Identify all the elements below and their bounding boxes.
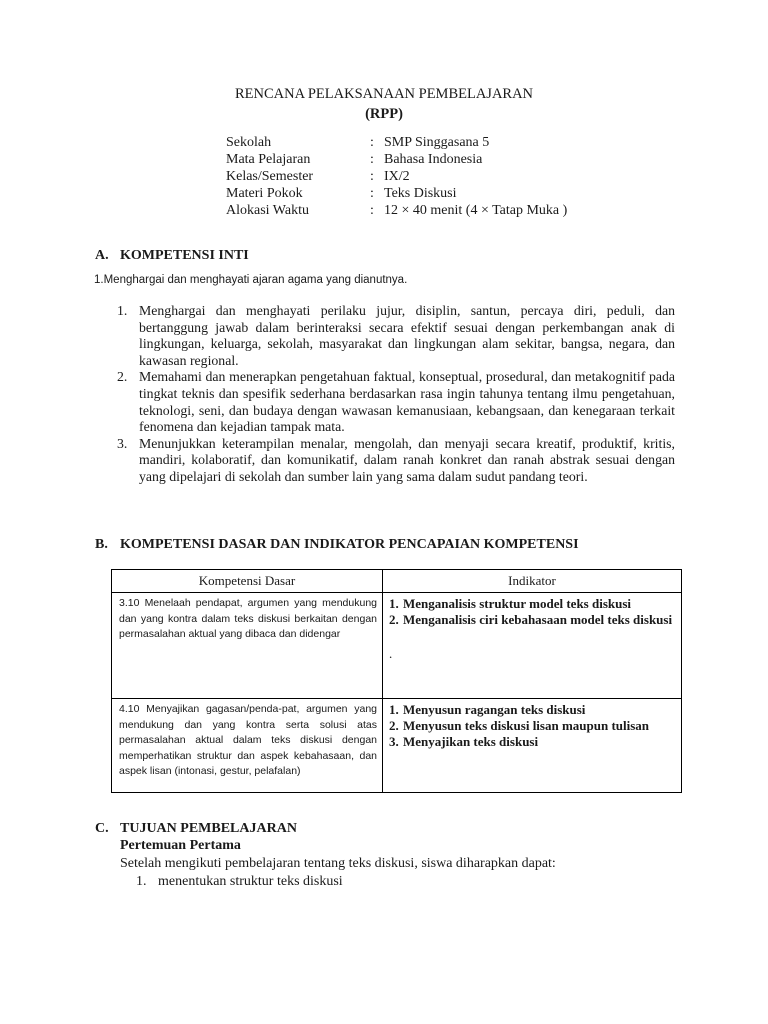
info-row-class xyxy=(226,168,567,185)
section-title: KOMPETENSI INTI xyxy=(120,248,249,263)
indicator-item xyxy=(389,718,677,734)
indicator-number: 2. xyxy=(389,611,399,627)
info-colon: : xyxy=(370,152,374,167)
item-text: Menunjukkan keterampilan menalar, mengolah, dan menyaji secara kreatif, produktif, kritis, mandiri, kolaboratif, dan komunikatif, dalam ranah konkret dan ranah abstrak sesuai dengan yang dipelajari di sekolah dan sumber lain yang sama dalam sudut pandang teori. xyxy=(139,435,675,484)
indicator-number: 3. xyxy=(389,733,399,749)
info-label: Kelas/Semester xyxy=(226,169,314,184)
table-row xyxy=(112,699,682,793)
document-title: RENCANA PELAKSANAAN PEMBELAJARAN xyxy=(234,86,534,102)
info-label: Sekolah xyxy=(226,135,272,150)
trailing-dot: . xyxy=(389,645,393,661)
list-item xyxy=(136,874,343,890)
core-competence-note: 1.Menghargai dan menghayati ajaran agama yang dianutnya. xyxy=(94,274,408,286)
section-letter: C. xyxy=(95,821,109,836)
objective-intro: Setelah mengikuti pembelajaran tentang teks diskusi, siswa diharapkan dapat: xyxy=(120,856,556,871)
kd-cell: 4.10 Menyajikan gagasan/penda-pat, argumen yang mendukung dan yang kontra serta solusi atas permasalahan aktual dalam teks diskusi dengan memperhatikan struktur dan aspek kebahasaan, dan aspek lisan (intonasi, gestur, pelafalan) xyxy=(112,699,383,793)
indicator-text: Menganalisis ciri kebahasaan model teks diskusi xyxy=(403,611,673,627)
section-c-heading xyxy=(95,821,297,837)
table-header-kd: Kompetensi Dasar xyxy=(112,570,383,593)
info-colon: : xyxy=(370,203,374,218)
document-subtitle: (RPP) xyxy=(365,106,403,122)
info-colon: : xyxy=(370,135,374,150)
competence-table xyxy=(111,569,682,793)
item-number: 3. xyxy=(117,435,128,451)
section-title: KOMPETENSI DASAR DAN INDIKATOR PENCAPAIAN KOMPETENSI xyxy=(120,537,579,552)
info-colon: : xyxy=(370,169,374,184)
indicator-text: Menyusun teks diskusi lisan maupun tulisan xyxy=(403,717,650,733)
indicator-text: Menyusun ragangan teks diskusi xyxy=(403,702,586,717)
info-colon: : xyxy=(370,186,374,201)
indicator-number: 1. xyxy=(389,702,399,717)
identity-table xyxy=(226,134,567,219)
list-item xyxy=(117,303,675,369)
indicator-number: 1. xyxy=(389,596,399,611)
kd-cell: 3.10 Menelaah pendapat, argumen yang mendukung dan yang kontra dalam teks diskusi berkaitan dengan permasalahan aktual yang dibaca dan didengar xyxy=(112,593,383,699)
section-letter: A. xyxy=(95,248,109,263)
item-text: Menghargai dan menghayati perilaku jujur, disiplin, santun, percaya diri, peduli, dan bertanggung jawab dalam berinteraksi secara efektif sesuai dengan perkembangan anak di lingkungan, keluarga, sekolah, masyarakat dan lingkungan alam sekitar, bangsa, negara, dan kawasan regional. xyxy=(139,303,675,368)
table-row xyxy=(112,593,682,699)
indicator-item xyxy=(389,612,677,628)
section-title: TUJUAN PEMBELAJARAN xyxy=(120,821,297,836)
indicator-item xyxy=(389,702,677,718)
section-letter: B. xyxy=(95,537,108,552)
info-value: Bahasa Indonesia xyxy=(384,152,483,167)
info-row-subject xyxy=(226,151,567,168)
info-row-topic xyxy=(226,185,567,202)
section-b-heading xyxy=(95,537,579,553)
info-value: Teks Diskusi xyxy=(384,186,457,201)
section-a-heading xyxy=(95,248,249,264)
item-number: 1. xyxy=(117,303,128,318)
list-item xyxy=(117,436,675,486)
indicator-item xyxy=(389,596,677,612)
info-row-time xyxy=(226,202,567,219)
info-value: 12 × 40 menit (4 × Tatap Muka ) xyxy=(384,203,568,218)
indicator-text: Menganalisis struktur model teks diskusi xyxy=(403,596,632,611)
indicator-number: 2. xyxy=(389,717,399,733)
item-number: 1. xyxy=(136,874,147,889)
meeting-subheading: Pertemuan Pertama xyxy=(120,838,241,853)
item-number: 2. xyxy=(117,369,128,385)
info-row-school xyxy=(226,134,567,151)
info-value: IX/2 xyxy=(384,169,410,184)
indicator-cell xyxy=(383,699,682,793)
item-text: menentukan struktur teks diskusi xyxy=(158,874,343,889)
info-label: Materi Pokok xyxy=(226,186,303,201)
indicator-cell xyxy=(383,593,682,699)
table-header-row xyxy=(112,570,682,593)
info-value: SMP Singgasana 5 xyxy=(384,135,490,150)
list-item xyxy=(117,369,675,435)
indicator-item xyxy=(389,734,677,750)
indicator-text: Menyajikan teks diskusi xyxy=(403,733,539,749)
info-label: Alokasi Waktu xyxy=(226,203,309,218)
core-competence-list xyxy=(117,303,675,486)
item-text: Memahami dan menerapkan pengetahuan faktual, konseptual, prosedural, dan metakognitif pada tingkat teknis dan spesifik sederhana berdasarkan rasa ingin tahunya tentang ilmu pengetahuan, teknologi, seni, dan budaya dengan wawasan kemanusiaan, kebangsaan, dan kenegaraan terkait fenomena dan kejadian tampak mata. xyxy=(139,369,675,435)
info-label: Mata Pelajaran xyxy=(226,152,311,167)
table-header-indicator: Indikator xyxy=(383,570,682,593)
